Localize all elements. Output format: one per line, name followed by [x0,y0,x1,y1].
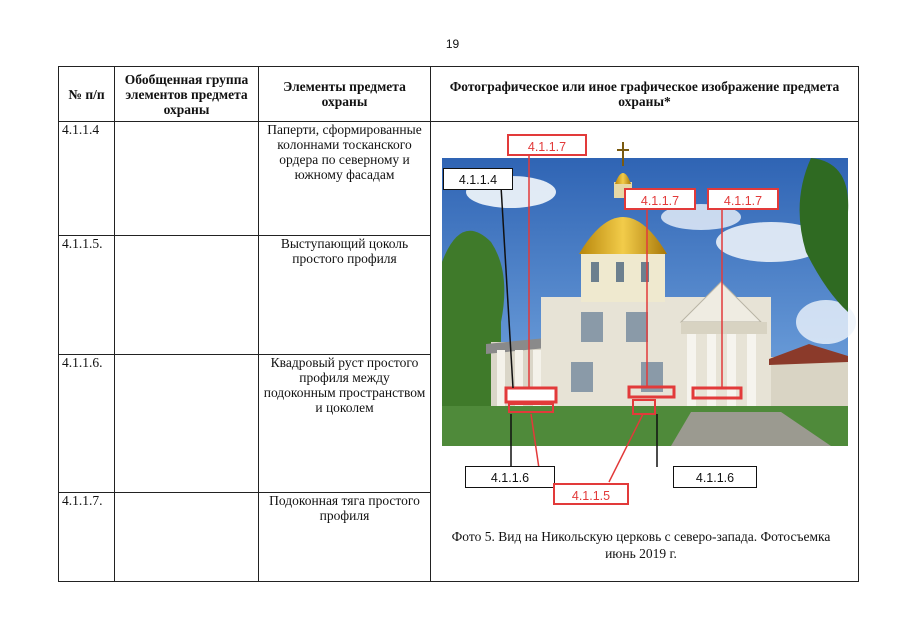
label-4-1-1-4: 4.1.1.4 [443,168,513,190]
row-element: Паперти, сформированные колоннами тосканского ордера по северному и южному фасадам [259,122,431,236]
label-4-1-1-6-left: 4.1.1.6 [465,466,555,488]
photo-cell [431,122,859,582]
row-number: 4.1.1.7. [59,493,115,582]
row-group [115,236,259,355]
photo-area [431,122,859,587]
row-element: Квадровый руст простого профиля между подоконным пространством и цоколем [259,355,431,493]
label-4-1-1-7-top: 4.1.1.7 [507,134,587,156]
header-elements: Элементы предмета охраны [259,67,431,122]
row-group [115,122,259,236]
table-header-row [59,67,859,122]
table-row [59,122,859,236]
row-number: 4.1.1.5. [59,236,115,355]
label-4-1-1-5: 4.1.1.5 [553,483,629,505]
row-element: Выступающий цоколь простого профиля [259,236,431,355]
header-photo: Фотографическое или иное графическое изображение предмета охраны* [431,67,859,122]
label-4-1-1-6-right: 4.1.1.6 [673,466,757,488]
row-number: 4.1.1.6. [59,355,115,493]
row-group [115,355,259,493]
label-4-1-1-7-mid-1: 4.1.1.7 [624,188,696,210]
row-element: Подоконная тяга простого профиля [259,493,431,582]
protected-elements-table [58,66,859,582]
page-number: 19 [445,37,460,51]
header-group: Обобщенная группа элементов предмета охраны [115,67,259,122]
label-4-1-1-7-mid-2: 4.1.1.7 [707,188,779,210]
row-number: 4.1.1.4 [59,122,115,236]
header-number: № п/п [59,67,115,122]
row-group [115,493,259,582]
photo-caption: Фото 5. Вид на Никольскую церковь с северо-запада. Фотосъемка июнь 2019 г. [451,529,831,561]
